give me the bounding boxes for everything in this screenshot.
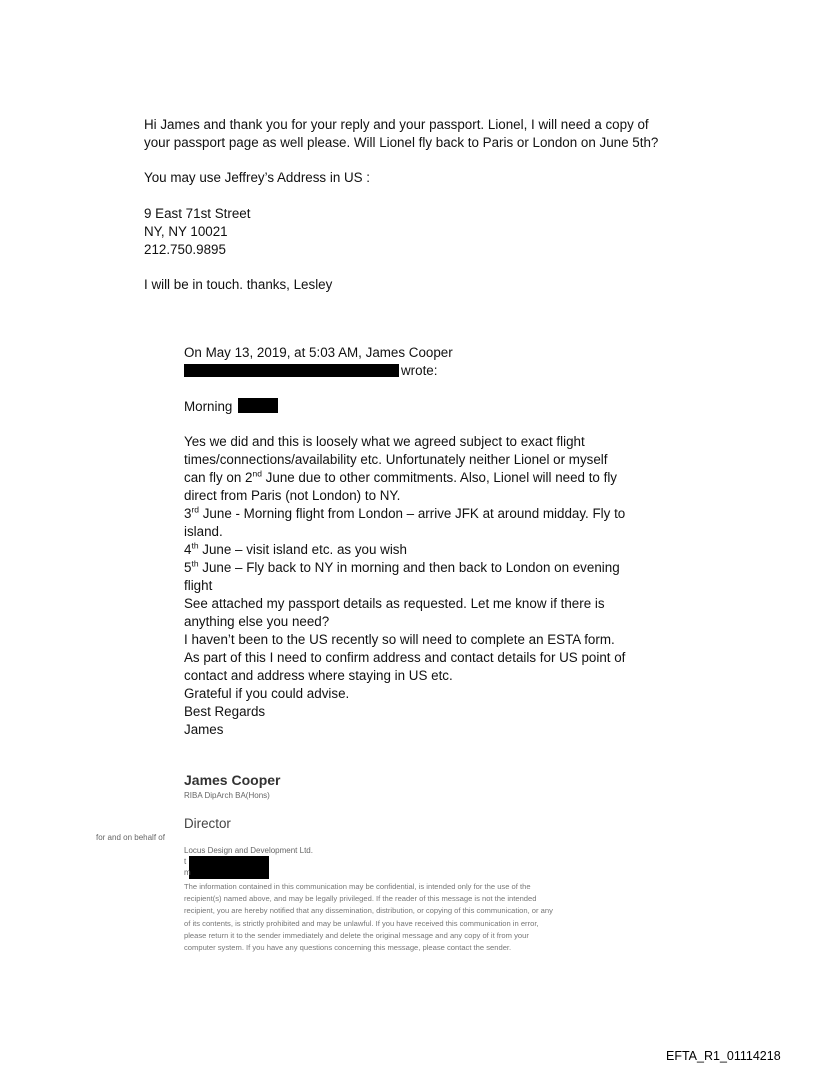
quoted-line: James: [184, 722, 224, 737]
superscript: rd: [191, 504, 200, 515]
signature-company: Locus Design and Development Ltd.: [184, 846, 313, 855]
quoted-body: [184, 433, 625, 739]
address-intro: You may use Jeffrey’s Address in US :: [144, 170, 371, 185]
quoted-line: contact and address where staying in US etc.: [184, 668, 453, 683]
superscript: th: [191, 540, 199, 551]
redaction-email: [184, 364, 399, 377]
text: June – visit island etc. as you wish: [198, 542, 407, 557]
quoted-line: times/connections/availability etc. Unfortunately neither Lionel or myself: [184, 452, 608, 467]
reply-line: Hi James and thank you for your reply and your passport. Lionel, I will need a copy of: [144, 117, 649, 132]
document-id: EFTA_R1_01114218: [666, 1049, 781, 1063]
text: June due to other commitments. Also, Lionel will need to fly: [261, 470, 617, 485]
quoted-line: I haven’t been to the US recently so will need to complete an ESTA form.: [184, 632, 615, 647]
quoted-line: [184, 559, 625, 577]
text: June - Morning flight from London – arrive JFK at around midday. Fly to: [199, 506, 626, 521]
address-phone: 212.750.9895: [144, 242, 226, 257]
superscript: th: [191, 558, 199, 569]
signature-disclaimer: [184, 881, 553, 954]
text: 4: [184, 542, 192, 557]
quoted-line: Yes we did and this is loosely what we agreed subject to exact flight: [184, 434, 585, 449]
signature-behalf: for and on behalf of: [96, 833, 165, 842]
disclaimer-line: please return it to the sender immediately and delete the original message and any copy of it from your: [184, 930, 529, 940]
address-block: [144, 205, 250, 259]
reply-body: [144, 116, 658, 152]
quoted-line: [184, 505, 625, 523]
address-city: NY, NY 10021: [144, 224, 228, 239]
redaction-name: [238, 398, 278, 413]
quoted-wrote: wrote:: [401, 363, 438, 378]
quoted-greeting: Morning: [184, 399, 233, 414]
disclaimer-line: computer system. If you have any questions concerning this message, please contact the sender.: [184, 942, 512, 952]
signature-credentials: RIBA DipArch BA(Hons): [184, 791, 270, 800]
signature-title: Director: [184, 816, 231, 831]
quoted-line: island.: [184, 524, 223, 539]
quoted-line: anything else you need?: [184, 614, 330, 629]
quoted-line: Grateful if you could advise.: [184, 686, 350, 701]
quoted-line: As part of this I need to confirm address and contact details for US point of: [184, 650, 626, 665]
reply-line: your passport page as well please. Will Lionel fly back to Paris or London on June 5th?: [144, 135, 659, 150]
quoted-line: direct from Paris (not London) to NY.: [184, 488, 401, 503]
signature-t-label: t: [184, 857, 187, 866]
superscript: nd: [252, 468, 262, 479]
quoted-line: flight: [184, 578, 213, 593]
disclaimer-line: recipient, you are hereby notified that any dissemination, distribution, or copying of this communication, or any: [184, 906, 553, 916]
quoted-line: [184, 541, 625, 559]
text: 3: [184, 506, 192, 521]
disclaimer-line: The information contained in this communication may be confidential, is intended only for the use of the: [184, 882, 531, 891]
disclaimer-line: recipient(s) named above, and may be legally privileged. If the reader of this message is not the intended: [184, 894, 537, 904]
address-street: 9 East 71st Street: [144, 206, 251, 221]
text: can fly on 2: [184, 470, 253, 485]
signature-m-label: m: [184, 868, 191, 877]
redaction-phone: [189, 856, 269, 879]
signature-name: James Cooper: [184, 772, 281, 788]
text: June – Fly back to NY in morning and then back to London on evening: [198, 560, 620, 575]
quoted-line: Best Regards: [184, 704, 266, 719]
quoted-line: [184, 469, 625, 487]
quoted-line: See attached my passport details as requested. Let me know if there is: [184, 596, 605, 611]
disclaimer-line: of its contents, is strictly prohibited and may be unlawful. If you have received this communication in error,: [184, 918, 539, 928]
text: 5: [184, 560, 192, 575]
reply-closing: I will be in touch. thanks, Lesley: [144, 277, 333, 292]
quoted-header: On May 13, 2019, at 5:03 AM, James Cooper: [184, 345, 453, 360]
